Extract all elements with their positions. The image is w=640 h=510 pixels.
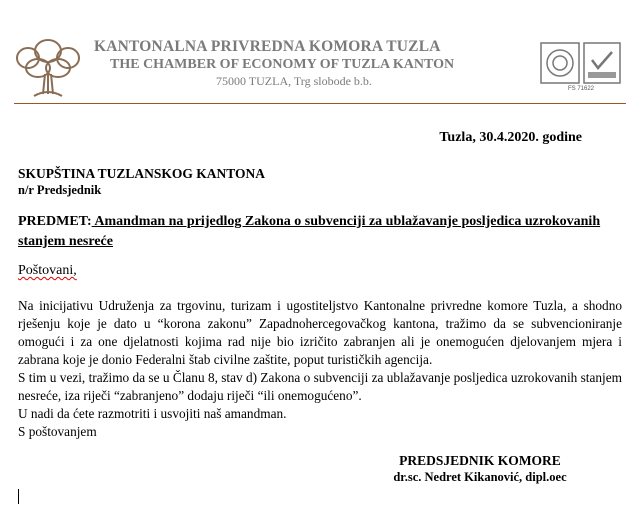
recipient-name: SKUPŠTINA TUZLANSKOG KANTONA (18, 166, 266, 181)
org-name-english: THE CHAMBER OF ECONOMY OF TUZLA KANTON (110, 57, 455, 72)
org-address: 75000 TUZLA, Trg slobode b.b. (216, 74, 372, 88)
cert-code: FS 71622 (568, 86, 595, 92)
body-paragraph-3: U nadi da ćete razmotriti i usvojiti naš amandman. (18, 406, 287, 421)
subject-line (18, 212, 618, 252)
tree-logo-icon (12, 38, 84, 100)
recipient-attention: n/r Predsjednik (18, 183, 102, 197)
header-rule (14, 103, 626, 104)
signature-title: PREDSJEDNIK KOMORE (399, 453, 561, 468)
subject-text: Amandman na prijedlog Zakona o subvenciji za ublažavanje posljedica uzrokovanih stanjem nesreće (18, 214, 601, 249)
letter-date: Tuzla, 30.4.2020. godine (439, 130, 582, 145)
letterhead (94, 38, 514, 89)
greeting: Poštovani, (18, 263, 77, 278)
signature-block (330, 452, 630, 486)
letter-body[interactable] (18, 297, 622, 441)
signature-name: dr.sc. Nedret Kikanović, dipl.oec (393, 470, 567, 484)
recipient-block (18, 165, 265, 199)
subject-label: PREDMET: (18, 214, 92, 229)
text-cursor (18, 489, 19, 504)
body-paragraph-2: S tim u vezi, tražimo da se u Članu 8, stav d) Zakona o subvenciji za ublažavanje posljedica uzrokovanih stanjem nesreće, iza riječi “zabranjeno” dodaju riječi “ili onemogućeno”. (18, 370, 622, 403)
body-paragraph-1: Na inicijativu Udruženja za trgovinu, turizam i ugostiteljstvo Kantonalne privredne komore Tuzla, a shodno rješenju koje je dato u “korona zakonu” Zapadnohercegovačkog kantona, tražimo da se subvencioniranje omogući i za one djelatnosti kojima rad nije bio izričito zabranjen ali je onemogućen djelovanjem mjera i zabrana koje je donio Federalni štab civilne zaštite, poput turističkih agencija. (18, 298, 622, 367)
closing: S poštovanjem (18, 424, 97, 439)
org-name-local: KANTONALNA PRIVREDNA KOMORA TUZLA (94, 38, 441, 55)
